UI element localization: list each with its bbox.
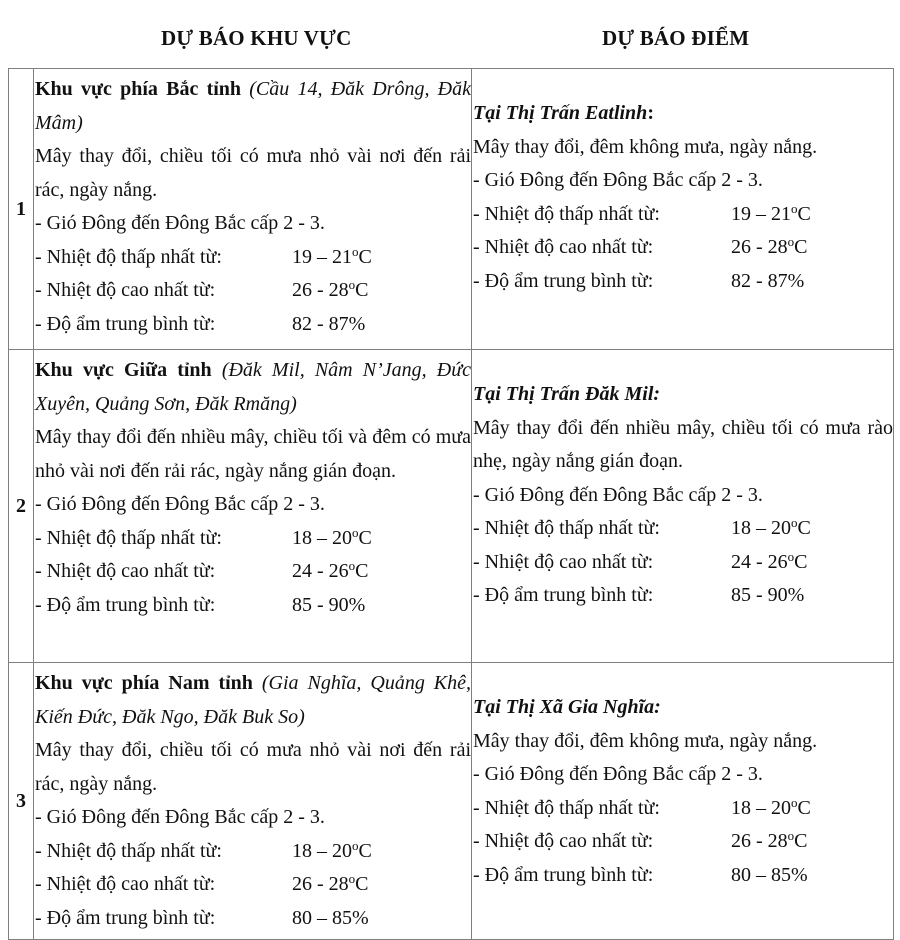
- area-forecast-cell: [34, 69, 472, 350]
- forecast-table: [8, 68, 894, 940]
- point-description: Mây thay đổi, đêm không mưa, ngày nắng.: [473, 729, 818, 752]
- point-forecast-cell: [472, 69, 894, 350]
- point-wind: - Gió Đông đến Đông Bắc cấp 2 - 3.: [473, 763, 763, 785]
- point-forecast-header: DỰ BÁO ĐIỂM: [602, 26, 750, 50]
- point-wind: - Gió Đông đến Đông Bắc cấp 2 - 3.: [473, 483, 763, 506]
- area-name: Khu vực Giữa tỉnh: [35, 359, 212, 381]
- point-name: Tại Thị Trấn Đăk Mil:: [473, 383, 661, 405]
- point-max-temp: - Nhiệt độ cao nhất từ: 26 - 28$^o$C: [473, 234, 808, 258]
- point-max-temp: - Nhiệt độ cao nhất từ: 26 - 28$^o$C: [473, 828, 808, 852]
- point-title: [473, 378, 893, 412]
- area-title: [35, 73, 471, 140]
- point-forecast-cell: [472, 663, 894, 940]
- point-wind: - Gió Đông đến Đông Bắc cấp 2 - 3.: [473, 169, 763, 191]
- area-max-temp: - Nhiệt độ cao nhất từ: 26 - 28$^o$C: [35, 277, 369, 301]
- area-max-temp: - Nhiệt độ cao nhất từ: 24 - 26$^o$C: [35, 558, 369, 582]
- area-name: Khu vực phía Nam tỉnh: [35, 672, 253, 694]
- table-row: [9, 350, 894, 663]
- area-wind: - Gió Đông đến Đông Bắc cấp 2 - 3.: [35, 493, 325, 515]
- row-number: 1: [9, 69, 34, 350]
- point-name: Tại Thị Trấn Eatlinh: [473, 102, 648, 124]
- area-forecast-cell: [34, 663, 472, 940]
- area-title: [35, 354, 471, 421]
- table-row: [9, 69, 894, 350]
- area-humidity: - Độ ẩm trung bình từ: 85 - 90%: [35, 593, 366, 616]
- area-forecast-cell: [34, 350, 472, 663]
- point-name: Tại Thị Xã Gia Nghĩa:: [473, 696, 661, 718]
- point-description: Mây thay đổi đến nhiều mây, chiều tối có mưa rào nhẹ, ngày nắng gián đoạn.: [473, 416, 893, 472]
- area-humidity: - Độ ẩm trung bình từ: 82 - 87%: [35, 312, 366, 335]
- point-humidity: - Độ ẩm trung bình từ: 80 – 85%: [473, 863, 808, 886]
- area-min-temp: - Nhiệt độ thấp nhất từ: 18 – 20$^o$C: [35, 837, 372, 862]
- area-min-temp: - Nhiệt độ thấp nhất từ: 18 – 20$^o$C: [35, 524, 372, 549]
- area-min-temp: - Nhiệt độ thấp nhất từ: 19 – 21$^o$C: [35, 243, 372, 268]
- point-title: Tại Thị Trấn Eatlinh:: [473, 102, 654, 124]
- area-places: (Gia Nghĩa, Quảng Khê, Kiến Đức, Đăk Ngo, Đăk Buk So): [35, 672, 472, 728]
- area-places: (Đăk Mil, Nâm N’Jang, Đức Xuyên, Quảng Sơn, Đăk Rmăng): [35, 359, 471, 415]
- area-description: Mây thay đổi, chiều tối có mưa nhỏ vài nơi đến rải rác, ngày nắng.: [35, 739, 471, 795]
- table-row: [9, 663, 894, 940]
- area-wind: - Gió Đông đến Đông Bắc cấp 2 - 3.: [35, 212, 325, 234]
- area-forecast-header: DỰ BÁO KHU VỰC: [161, 26, 352, 50]
- point-min-temp: - Nhiệt độ thấp nhất từ: 19 – 21$^o$C: [473, 200, 811, 225]
- point-title: [473, 691, 893, 725]
- area-name: Khu vực phía Bắc tỉnh: [35, 78, 242, 100]
- area-title: [35, 667, 471, 734]
- point-description: Mây thay đổi, đêm không mưa, ngày nắng.: [473, 135, 818, 158]
- point-humidity: - Độ ẩm trung bình từ: 82 - 87%: [473, 269, 805, 292]
- area-max-temp: - Nhiệt độ cao nhất từ: 26 - 28$^o$C: [35, 871, 369, 895]
- area-humidity: - Độ ẩm trung bình từ: 80 – 85%: [35, 906, 369, 929]
- row-number: 2: [9, 350, 34, 663]
- point-min-temp: - Nhiệt độ thấp nhất từ: 18 – 20$^o$C: [473, 515, 811, 539]
- point-max-temp: - Nhiệt độ cao nhất từ: 24 - 26$^o$C: [473, 548, 808, 573]
- area-description: Mây thay đổi đến nhiều mây, chiều tối và đêm có mưa nhỏ vài nơi đến rải rác, ngày nắng gián đoạn.: [35, 426, 471, 482]
- area-description: Mây thay đổi, chiều tối có mưa nhỏ vài nơi đến rải rác, ngày nắng.: [35, 145, 471, 201]
- point-humidity: - Độ ẩm trung bình từ: 85 - 90%: [473, 584, 805, 606]
- point-min-temp: - Nhiệt độ thấp nhất từ: 18 – 20$^o$C: [473, 794, 811, 819]
- point-forecast-cell: [472, 350, 894, 663]
- row-number: 3: [9, 663, 34, 940]
- area-places: (Cầu 14, Đăk Drông, Đăk Mâm): [35, 78, 472, 134]
- area-wind: - Gió Đông đến Đông Bắc cấp 2 - 3.: [35, 806, 325, 828]
